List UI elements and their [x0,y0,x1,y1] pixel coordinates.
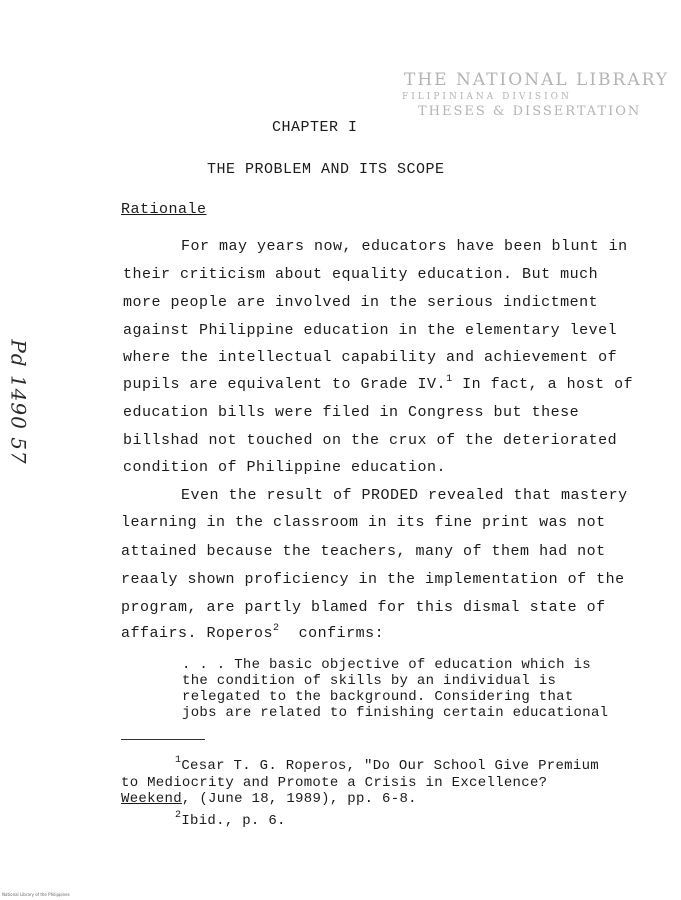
footnote-1-publication: Weekend [121,791,182,807]
chapter-heading: CHAPTER I [272,119,358,136]
footnote-1-line3 [121,791,417,807]
paragraph1-line [123,376,633,393]
quote-line: the condition of skills by an individual is [182,673,557,689]
paragraph2-line: Even the result of PRODED revealed that mastery [181,487,628,504]
footnote-2-marker: 2 [175,810,182,821]
paragraph2-line-part: confirms: [298,625,385,642]
footnote-2-text: Ibid., p. 6. [181,813,286,829]
footnote-1-text: Cesar T. G. Roperos, "Do Our School Give Premium [181,758,599,774]
quote-line: jobs are related to finishing certain educational [182,705,609,721]
margin-handwritten-note: Pd 1490 57 [6,339,31,465]
footnote-divider [121,739,205,740]
paragraph2-line: reaaly shown proficiency in the implementation of the [121,571,625,588]
paragraph1-line: where the intellectual capability and achievement of [123,349,618,366]
section-heading-rationale: Rationale [121,201,207,218]
footnote-2 [175,810,286,829]
paragraph1-line: For may years now, educators have been blunt in [181,238,628,255]
paragraph2-line [121,625,384,642]
page-title: THE PROBLEM AND ITS SCOPE [207,161,445,178]
library-stamp-line1: THE NATIONAL LIBRARY [404,70,670,90]
paragraph1-line: education bills were filed in Congress but these [123,404,580,421]
paragraph1-line: condition of Philippine education. [123,459,447,476]
footnote-1-line1 [175,755,599,774]
quote-line: relegated to the background. Considering that [182,689,574,705]
paragraph2-line-part: affairs. Roperos [121,625,274,642]
paragraph2-line: attained because the teachers, many of them had not [121,543,606,560]
paragraph1-line-part: pupils are equivalent to Grade IV. [123,376,447,393]
library-stamp-line3: THESES & DISSERTATION [418,104,642,119]
paragraph1-line: billshad not touched on the crux of the deteriorated [123,432,618,449]
quote-line: . . . The basic objective of education which is [182,657,591,673]
paragraph1-line-part: In fact, a host of [462,376,634,393]
footnote-ref-1: 1 [446,374,453,385]
footnote-1-citation: , (June 18, 1989), pp. 6-8. [181,791,417,807]
paragraph1-line: their criticism about equality education. But much [123,266,599,283]
footnote-1-line2: to Mediocrity and Promote a Crisis in Excellence? [121,775,548,791]
footnote-ref-2: 2 [273,623,280,634]
scan-footer: National Library of the Philippines [2,892,70,897]
footnote-1-marker: 1 [175,755,182,766]
paragraph2-line: learning in the classroom in its fine print was not [121,514,606,531]
paragraph2-line: program, are partly blamed for this dismal state of [121,599,606,616]
paragraph1-line: against Philippine education in the elementary level [123,322,618,339]
paragraph1-line: more people are involved in the serious indictment [123,294,599,311]
library-stamp-line2: FILIPINIANA DIVISION [402,92,572,102]
